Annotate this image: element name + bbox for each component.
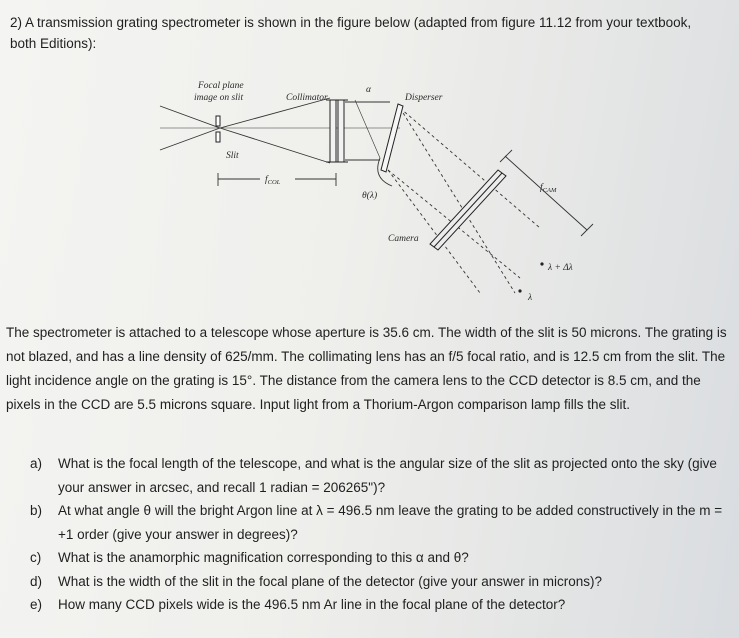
question-letter: a) (30, 456, 43, 471)
question-letter: c) (30, 550, 42, 565)
question-letter: b) (30, 503, 43, 518)
question-item (30, 570, 735, 594)
label-theta: θ(λ) (362, 191, 378, 201)
question-item (30, 452, 735, 499)
input-ray-top (160, 106, 220, 128)
question-letter: d) (30, 573, 43, 589)
collimator-lens (326, 100, 348, 162)
question-text: At what angle θ will the bright Argon line at λ = 496.5 nm leave the grating to be added constructively in the m = +1 order (give your answer in degrees)? (58, 503, 723, 542)
question-item (30, 593, 735, 617)
spectrometer-diagram (150, 78, 610, 310)
detector-point-lambda (518, 289, 521, 292)
label-lambda: λ (528, 293, 533, 303)
input-ray-bottom (160, 128, 220, 150)
label-slit: Slit (226, 151, 239, 161)
question-item (30, 546, 735, 570)
label-fcol: $f_{COL}$ (265, 175, 281, 186)
question-text: What is the focal length of the telescope, and what is the angular size of the slit as projected onto the sky (give your answer in arcsec, and recall 1 radian = 206265")? (58, 456, 717, 495)
label-focal-plane-2: image on slit (194, 93, 244, 103)
label-disperser: Disperser (405, 93, 443, 103)
spectrometer-figure (150, 78, 610, 310)
question-item (30, 499, 735, 546)
label-lambda-plus-delta: λ + Δλ (548, 263, 573, 273)
label-alpha: α (366, 85, 371, 95)
problem-heading: 2) A transmission grating spectrometer is shown in the figure below (adapted from figure 11.12 from your textbook, both Editions): (10, 15, 692, 51)
label-focal-plane-1: Focal plane (198, 81, 244, 91)
grating-normal (355, 100, 380, 158)
dispersed-ray-4 (388, 170, 480, 293)
camera-lens (430, 170, 506, 250)
label-collimator: Collimator (286, 93, 328, 103)
label-camera: Camera (388, 234, 419, 244)
question-text: What is the anamorphic magnification corresponding to this α and θ? (58, 550, 469, 565)
question-text: What is the width of the slit in the focal plane of the detector (give your answer in microns)? (58, 573, 603, 589)
question-letter: e) (30, 597, 43, 612)
label-fcam: $f_{CAM}$ (540, 183, 557, 194)
detector-point-lambda-plus (540, 262, 543, 265)
question-text: How many CCD pixels wide is the 496.5 nm Ar line in the focal plane of the detector? (58, 597, 566, 612)
question-list (30, 452, 735, 617)
dispersed-ray-3 (400, 108, 515, 293)
problem-statement: The spectrometer is attached to a telescope whose aperture is 35.6 cm. The width of the slit is 50 microns. The grating is not blazed, and has a line density of 625/mm. The collimating lens has an f/5 focal ratio, and is 12.5 cm from the slit. The light incidence angle on the grating is 15°. The distance from the camera lens to the CCD detector is 8.5 cm, and the pixels in the CCD are 5.5 microns square. Input light from a Thorium-Argon comparison lamp fills the slit. (6, 325, 727, 412)
disperser-grating (381, 104, 403, 172)
